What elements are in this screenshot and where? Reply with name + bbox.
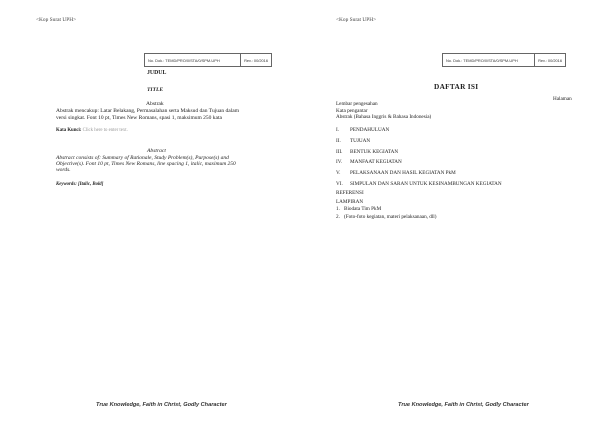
toc-chapter-number: III. bbox=[336, 149, 343, 155]
toc-front-item: Lembar pengesahan bbox=[336, 101, 378, 107]
toc-chapter-label: SIMPULAN DAN SARAN UNTUK KESINAMBUNGAN KEGIATAN bbox=[350, 181, 502, 187]
title-heading: TITLE bbox=[147, 87, 164, 93]
kata-kunci-field[interactable]: Click here to enter text. bbox=[82, 128, 128, 133]
toc-chapter-label: TUJUAN bbox=[350, 138, 371, 144]
toc-lampiran-number: 1. bbox=[336, 206, 340, 212]
toc-chapter-number: VI. bbox=[336, 181, 343, 187]
toc-lampiran-label: (Foto-foto kegiatan, materi pelaksanaan, dll) bbox=[344, 214, 437, 220]
right-page bbox=[300, 0, 600, 424]
toc-lampiran: LAMPIRAN bbox=[336, 199, 364, 205]
daftar-isi-heading: DAFTAR ISI bbox=[434, 82, 479, 91]
toc-chapter-label: PELAKSANAAN DAN HASIL KEGIATAN PkM bbox=[350, 170, 456, 176]
document-number-box bbox=[442, 53, 566, 67]
doc-number: No. Dok.: TEMD/PRO/0/STA/0/SPM-UPH bbox=[443, 54, 535, 66]
abstract-heading: Abstract bbox=[147, 148, 166, 154]
abstract-text-line: Objective(s). Font 10 pt, Times New Romans, line spacing 1, italic, maximum 250 bbox=[56, 161, 236, 167]
kata-kunci-label: Kata Kunci: bbox=[56, 128, 82, 133]
toc-chapter-number: IV. bbox=[336, 159, 343, 165]
toc-chapter-label: BENTUK KEGIATAN bbox=[350, 149, 399, 155]
keywords-line: Keywords: [Italic, Bold] bbox=[56, 182, 104, 187]
doc-number: No. Dok.: TEMD/PRO/0/STA/0/SPM-UPH bbox=[145, 54, 241, 66]
abstract-text-line: Abstract consists of: Summary of Rationale, Study Problem(s), Purpose(s) and bbox=[56, 155, 229, 161]
revision: Rev.: 00/2016 bbox=[244, 57, 268, 63]
toc-front-item: Kata pengantar bbox=[336, 107, 368, 114]
judul-heading: JUDUL bbox=[147, 70, 167, 76]
toc-referensi: REFERENSI bbox=[336, 190, 364, 196]
page-footer: True Knowledge, Faith in Christ, Godly Character bbox=[398, 402, 529, 408]
toc-chapter-label: MANFAAT KEGIATAN bbox=[350, 159, 402, 165]
abstrak-heading: Abstrak bbox=[146, 101, 164, 107]
abstract-text-line: words. bbox=[56, 167, 71, 173]
revision: Rev.: 00/2016 bbox=[538, 57, 562, 63]
page-footer: True Knowledge, Faith in Christ, Godly Character bbox=[96, 402, 227, 408]
abstrak-text-line: versi singkat. Font 10 pt, Times New Romans, spasi 1, maksimum 250 kata bbox=[56, 115, 222, 121]
kata-kunci-row bbox=[56, 128, 128, 133]
toc-front-item: Abstrak (Bahasa Inggris & Bahasa Indonesia) bbox=[336, 114, 432, 120]
toc-lampiran-number: 2. bbox=[336, 214, 340, 220]
toc-chapter-number: II. bbox=[336, 138, 341, 144]
abstrak-text-line: Abstrak mencakup: Latar Belakang, Permasalahan serta Maksud dan Tujuan dalam bbox=[56, 108, 239, 114]
toc-chapter-label: PENDAHULUAN bbox=[350, 127, 390, 133]
toc-chapter-number: V. bbox=[336, 170, 341, 176]
toc-chapter-number: I. bbox=[336, 127, 340, 133]
toc-lampiran-label: Biodata Tim PkM bbox=[344, 206, 382, 212]
letterhead-placeholder: <Kop Surat UPH> bbox=[36, 17, 77, 23]
halaman-label: Halaman bbox=[553, 96, 572, 102]
letterhead-placeholder: <Kop Surat UPH> bbox=[336, 17, 377, 23]
document-number-box bbox=[144, 53, 272, 67]
